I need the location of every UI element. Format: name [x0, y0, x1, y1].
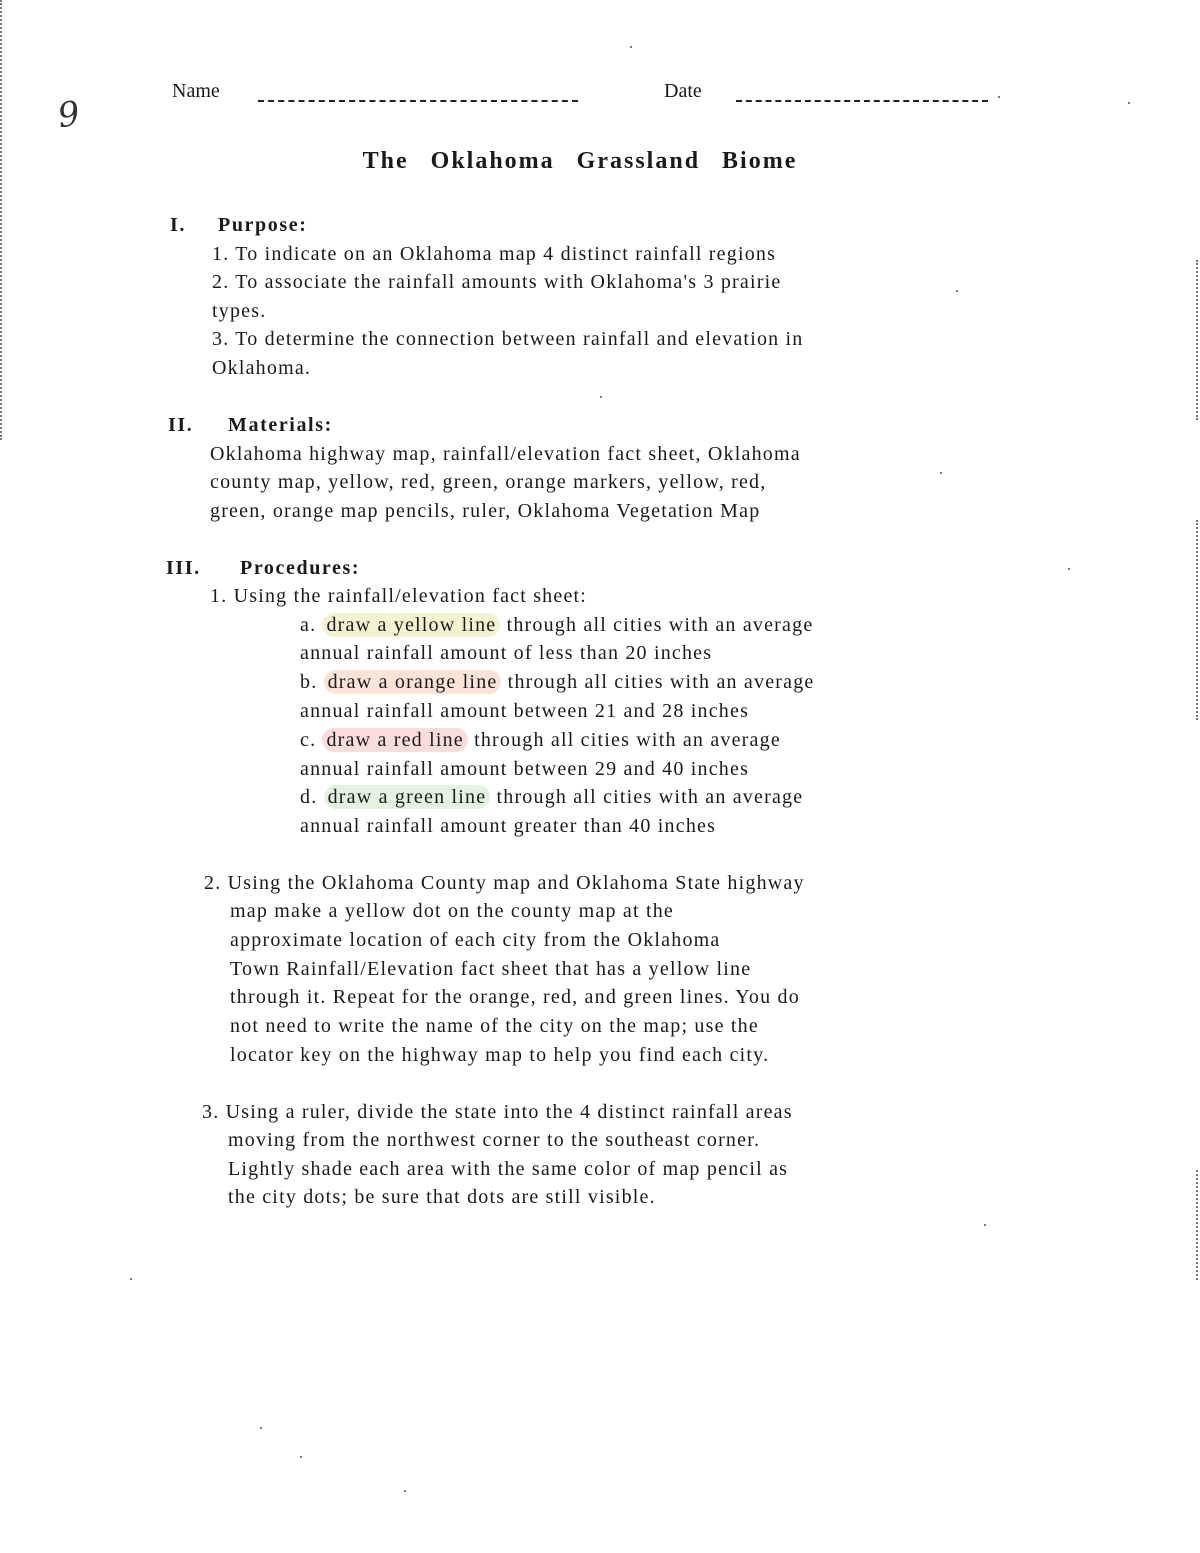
- materials-line: county map, yellow, red, green, orange markers, yellow, red,: [210, 471, 767, 493]
- section-materials-heading: Materials:: [228, 414, 333, 436]
- scan-edge-right: [1196, 1170, 1199, 1280]
- step1-intro: 1. Using the rainfall/elevation fact sheet:: [210, 585, 588, 607]
- item-prefix: a.: [300, 614, 317, 636]
- materials-line: Oklahoma highway map, rainfall/elevation fact sheet, Oklahoma: [210, 443, 801, 465]
- step2-line: Town Rainfall/Elevation fact sheet that has a yellow line: [230, 958, 752, 980]
- date-label: Date: [664, 80, 702, 102]
- name-blank[interactable]: [258, 100, 578, 102]
- step1-item-b-cont: annual rainfall amount between 21 and 28 inches: [300, 700, 750, 722]
- scan-speck: [1068, 568, 1070, 570]
- item-prefix: c.: [300, 729, 317, 751]
- scan-speck: [404, 1490, 406, 1492]
- step2-line: 2. Using the Oklahoma County map and Oklahoma State highway: [204, 872, 805, 894]
- item-rest: through all cities with an average: [501, 671, 815, 693]
- section-purpose-numeral: I.: [170, 214, 186, 236]
- step3-line: moving from the northwest corner to the southeast corner.: [228, 1129, 761, 1151]
- step1-item-c: [300, 727, 781, 753]
- section-materials-numeral: II.: [168, 414, 194, 436]
- item-prefix: d.: [300, 786, 318, 808]
- step3-line: 3. Using a ruler, divide the state into the 4 distinct rainfall areas: [202, 1101, 793, 1123]
- step3-line: Lightly shade each area with the same color of map pencil as: [228, 1158, 789, 1180]
- date-blank[interactable]: [736, 100, 988, 102]
- scan-speck: [260, 1427, 262, 1429]
- step1-item-a: [300, 612, 813, 638]
- step1-item-d-cont: annual rainfall amount greater than 40 inches: [300, 815, 717, 837]
- step2-line: through it. Repeat for the orange, red, and green lines. You do: [230, 986, 800, 1008]
- purpose-line: 2. To associate the rainfall amounts with Oklahoma's 3 prairie: [212, 271, 782, 293]
- section-procedures-numeral: III.: [166, 557, 201, 579]
- section-procedures-heading: Procedures:: [240, 557, 361, 579]
- purpose-line: types.: [212, 300, 267, 322]
- step2-line: approximate location of each city from the Oklahoma: [230, 929, 721, 951]
- orange-line-highlight: draw a orange line: [324, 670, 502, 694]
- item-prefix: b.: [300, 671, 318, 693]
- scan-speck: [940, 472, 942, 474]
- section-purpose-heading: Purpose:: [218, 214, 308, 236]
- scan-speck: [984, 1224, 986, 1226]
- scan-edge-right: [1196, 260, 1199, 420]
- scan-speck: [956, 290, 958, 292]
- purpose-line: 3. To determine the connection between rainfall and elevation in: [212, 328, 804, 350]
- step1-item-d: [300, 784, 803, 810]
- step2-line: locator key on the highway map to help you find each city.: [230, 1044, 770, 1066]
- yellow-line-highlight: draw a yellow line: [322, 613, 500, 637]
- scan-speck: [630, 46, 632, 48]
- scan-speck: [300, 1456, 302, 1458]
- scan-speck: [1128, 102, 1130, 104]
- purpose-line: Oklahoma.: [212, 357, 312, 379]
- scan-edge-right: [1196, 520, 1199, 720]
- step2-line: map make a yellow dot on the county map at the: [230, 900, 674, 922]
- step2-line: not need to write the name of the city on the map; use the: [230, 1015, 759, 1037]
- step3-line: the city dots; be sure that dots are still visible.: [228, 1186, 656, 1208]
- scan-speck: [130, 1278, 132, 1280]
- page-title: The Oklahoma Grassland Biome: [362, 148, 798, 174]
- name-label: Name: [172, 80, 220, 102]
- item-rest: through all cities with an average: [490, 786, 804, 808]
- red-line-highlight: draw a red line: [322, 728, 467, 752]
- scan-edge-left: [0, 0, 3, 440]
- item-rest: through all cities with an average: [467, 729, 781, 751]
- green-line-highlight: draw a green line: [324, 785, 491, 809]
- step1-item-b: [300, 669, 815, 695]
- step1-item-a-cont: annual rainfall amount of less than 20 inches: [300, 642, 713, 664]
- materials-line: green, orange map pencils, ruler, Oklahoma Vegetation Map: [210, 500, 761, 522]
- scan-speck: [998, 96, 1000, 98]
- item-rest: through all cities with an average: [500, 614, 814, 636]
- margin-mark: 9: [55, 93, 83, 137]
- step1-item-c-cont: annual rainfall amount between 29 and 40 inches: [300, 758, 750, 780]
- scan-speck: [600, 396, 602, 398]
- purpose-line: 1. To indicate on an Oklahoma map 4 distinct rainfall regions: [212, 243, 777, 265]
